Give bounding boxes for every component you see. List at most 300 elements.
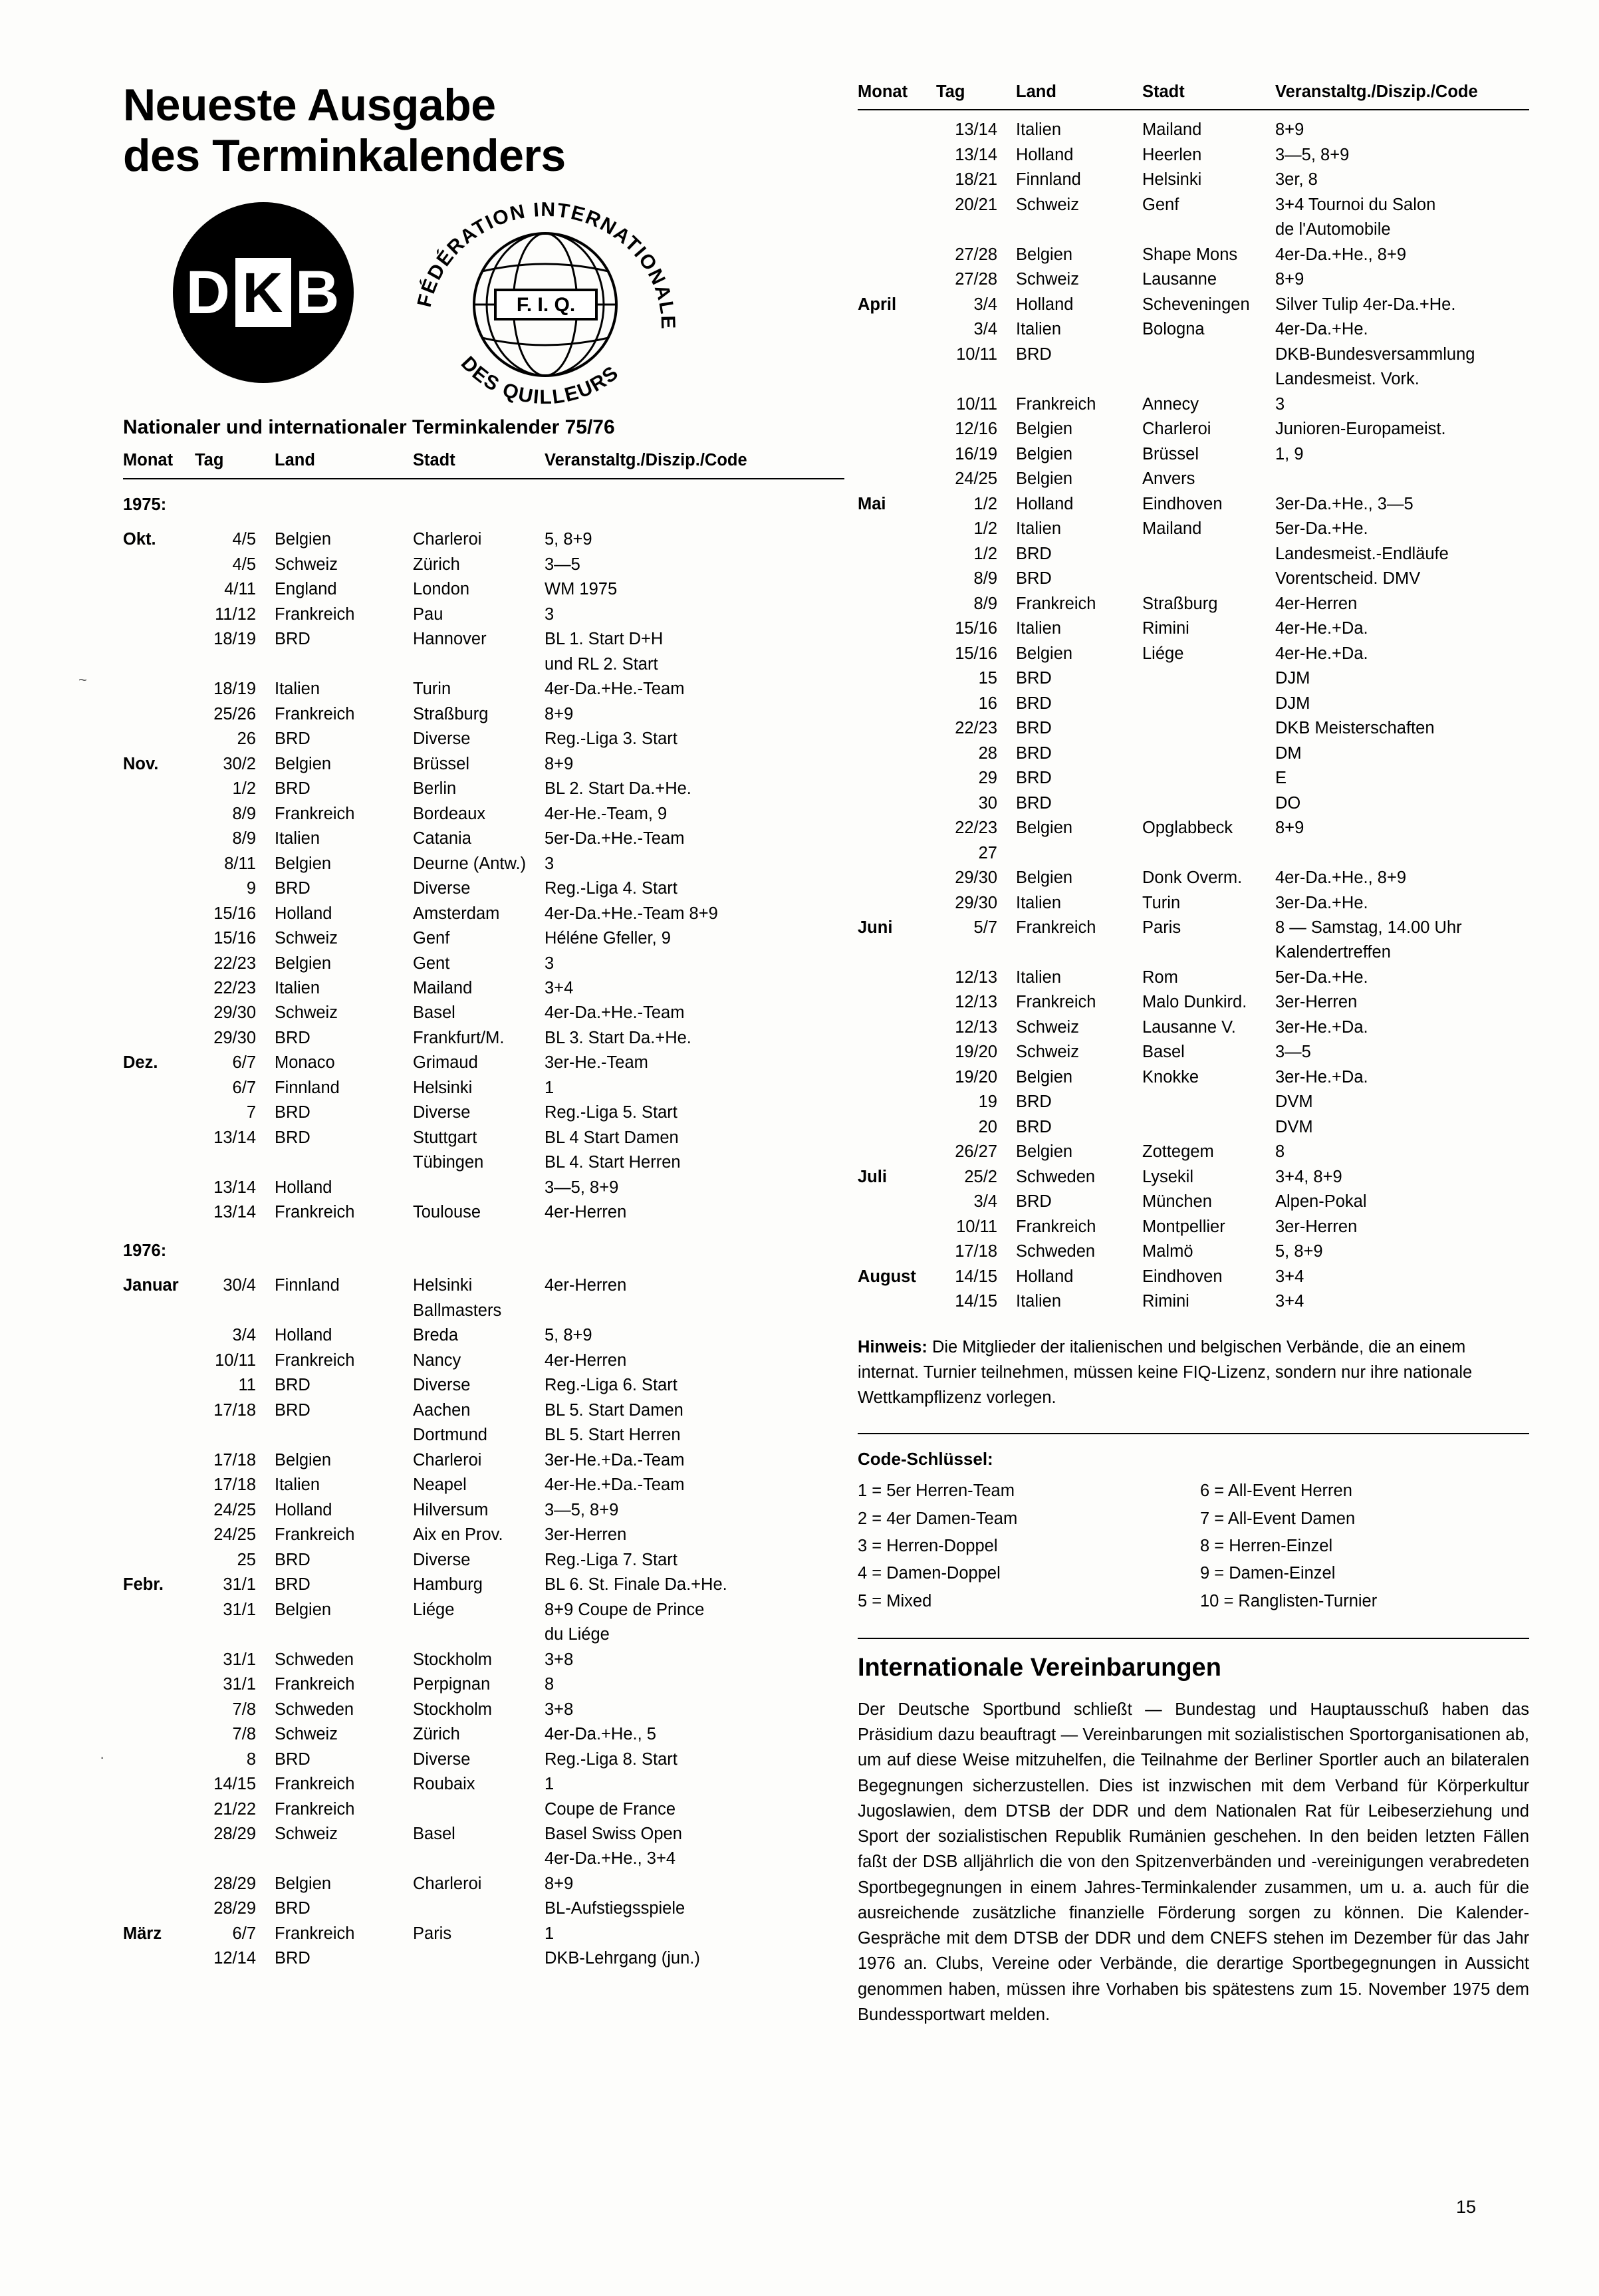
cell-code: 3er-He.+Da. bbox=[1275, 1067, 1368, 1086]
cell-tag: 1/2 bbox=[973, 544, 997, 563]
cell-monat bbox=[123, 1299, 195, 1323]
cell-monat bbox=[123, 1100, 195, 1125]
table-row bbox=[858, 1239, 1529, 1264]
cell-code: 3er-He.-Team bbox=[545, 1053, 648, 1073]
cell-stadt: Dortmund bbox=[413, 1426, 487, 1445]
table-row bbox=[123, 1448, 844, 1473]
cell-land: Frankreich bbox=[275, 1799, 355, 1819]
cell-code: 3—5, 8+9 bbox=[545, 1500, 619, 1519]
cell-monat bbox=[858, 1115, 936, 1140]
cell-code: 3+4 bbox=[1275, 1292, 1304, 1311]
cell-code: 4er-Da.+He.-Team bbox=[545, 1003, 685, 1023]
table-row bbox=[858, 990, 1529, 1015]
cell-monat: August bbox=[858, 1267, 916, 1286]
cell-land: Finnland bbox=[275, 1276, 340, 1295]
cell-monat bbox=[858, 791, 936, 816]
year-label-row bbox=[123, 479, 844, 520]
cell-code: Héléne Gfeller, 9 bbox=[545, 929, 671, 948]
cell-stadt: Annecy bbox=[1142, 394, 1199, 414]
cell-stadt: London bbox=[413, 580, 470, 599]
cell-land: Frankreich bbox=[275, 1525, 355, 1545]
cell-code: 4er-Da.+He.-Team bbox=[545, 680, 685, 699]
cell-monat bbox=[858, 542, 936, 567]
table-row bbox=[858, 1140, 1529, 1164]
cell-monat bbox=[123, 1747, 195, 1772]
cell-tag: 18/19 bbox=[213, 630, 256, 649]
table-row bbox=[858, 1090, 1529, 1114]
cell-stadt: Hilversum bbox=[413, 1500, 489, 1519]
cell-stadt: Hamburg bbox=[413, 1575, 483, 1594]
cell-tag: 13/14 bbox=[213, 1178, 256, 1197]
cell-tag: 17/18 bbox=[955, 1242, 997, 1261]
cell-tag: 18/21 bbox=[955, 170, 997, 190]
cell-tag: 8/9 bbox=[973, 594, 997, 613]
table-row bbox=[858, 1115, 1529, 1140]
cell-stadt: Rimini bbox=[1142, 1292, 1189, 1311]
cell-stadt: Helsinki bbox=[1142, 170, 1202, 190]
cell-land: BRD bbox=[1016, 669, 1052, 688]
divider bbox=[858, 1433, 1529, 1434]
table-row bbox=[123, 1001, 844, 1025]
cell-code: 3 bbox=[545, 954, 554, 973]
cell-stadt: Malmö bbox=[1142, 1242, 1193, 1261]
table-header-row bbox=[858, 80, 1529, 110]
cell-stadt: Mailand bbox=[1142, 519, 1202, 539]
cell-stadt: Montpellier bbox=[1142, 1217, 1225, 1236]
cell-monat bbox=[858, 1190, 936, 1214]
cell-land: Belgien bbox=[1016, 644, 1073, 663]
table-row bbox=[123, 553, 844, 577]
cell-land: Holland bbox=[1016, 295, 1074, 314]
cell-stadt: Paris bbox=[413, 1924, 452, 1943]
cell-stadt: Hannover bbox=[413, 630, 487, 649]
cell-tag: 7/8 bbox=[232, 1725, 256, 1744]
cell-monat: Nov. bbox=[123, 754, 159, 773]
cell-land: Italien bbox=[1016, 120, 1062, 140]
table-row bbox=[123, 1698, 844, 1722]
cell-stadt bbox=[413, 1847, 545, 1871]
cell-land: BRD bbox=[275, 729, 310, 749]
cell-monat bbox=[123, 1200, 195, 1225]
cell-monat bbox=[123, 652, 195, 677]
cell-stadt bbox=[1142, 716, 1275, 741]
cell-land bbox=[1016, 841, 1142, 866]
cell-monat bbox=[858, 816, 936, 840]
cell-code: 8+9 bbox=[545, 754, 574, 773]
cell-land: Italien bbox=[275, 680, 320, 699]
table-row bbox=[858, 791, 1529, 816]
cell-code: 3—5 bbox=[1275, 1043, 1311, 1062]
cell-land: Italien bbox=[275, 1475, 320, 1495]
hinweis-label: Hinweis: bbox=[858, 1337, 927, 1356]
cell-stadt: Aix en Prov. bbox=[413, 1525, 503, 1545]
cell-stadt: Paris bbox=[1142, 918, 1181, 937]
cell-monat bbox=[123, 702, 195, 727]
table-row bbox=[858, 841, 1529, 866]
cell-land: Belgien bbox=[1016, 1067, 1073, 1086]
cell-land: Italien bbox=[275, 829, 320, 848]
cell-land: BRD bbox=[275, 630, 310, 649]
cell-monat: Febr. bbox=[123, 1575, 164, 1594]
cell-monat bbox=[123, 1622, 195, 1647]
cell-land: Schweiz bbox=[275, 555, 338, 574]
cell-stadt: Rimini bbox=[1142, 619, 1189, 638]
cell-code: 8+9 bbox=[1275, 819, 1304, 838]
table-row bbox=[858, 616, 1529, 641]
cell-land bbox=[275, 1622, 413, 1647]
cell-monat bbox=[123, 1722, 195, 1747]
cell-monat bbox=[123, 577, 195, 602]
table-row bbox=[123, 1150, 844, 1175]
cell-stadt: Genf bbox=[1142, 195, 1179, 214]
cell-stadt: Grimaud bbox=[413, 1053, 478, 1073]
cell-land: Belgien bbox=[1016, 868, 1073, 888]
cell-monat bbox=[123, 677, 195, 702]
cell-code: 4er-Da.+He., 5 bbox=[545, 1725, 656, 1744]
table-row bbox=[123, 1473, 844, 1497]
cell-land bbox=[1016, 217, 1142, 242]
cell-code: Reg.-Liga 4. Start bbox=[545, 879, 677, 898]
cell-monat bbox=[858, 1239, 936, 1264]
cell-stadt: Turin bbox=[413, 680, 451, 699]
cell-land: BRD bbox=[275, 1899, 310, 1918]
table-row bbox=[858, 517, 1529, 541]
cell-land bbox=[275, 1423, 413, 1448]
table-row bbox=[123, 702, 844, 727]
cell-code: DJM bbox=[1275, 669, 1310, 688]
table-row bbox=[123, 1176, 844, 1200]
cell-monat bbox=[858, 716, 936, 741]
left-calendar-table bbox=[123, 448, 844, 1972]
cell-stadt: Brüssel bbox=[1142, 444, 1199, 463]
cell-tag: 12/13 bbox=[955, 993, 997, 1012]
code-key-item: 3 = Herren-Doppel bbox=[858, 1537, 998, 1556]
cell-code: 3er-He.+Da.-Team bbox=[545, 1450, 685, 1469]
table-row bbox=[858, 293, 1529, 317]
cell-land: Holland bbox=[275, 1178, 332, 1197]
cell-code: BL 6. St. Finale Da.+He. bbox=[545, 1575, 727, 1594]
table-row bbox=[123, 1573, 844, 1597]
cell-code: Kalendertreffen bbox=[1275, 943, 1391, 962]
table-row bbox=[858, 1040, 1529, 1065]
cell-code: 1 bbox=[545, 1078, 554, 1097]
cell-code: 4er-Da.+He. bbox=[1275, 320, 1368, 339]
cell-code: 5er-Da.+He. bbox=[1275, 967, 1368, 987]
cell-stadt bbox=[413, 1622, 545, 1647]
cell-stadt: Helsinki bbox=[413, 1078, 473, 1097]
table-row bbox=[123, 1946, 844, 1971]
cell-code: 4er-He.-Team, 9 bbox=[545, 804, 668, 823]
header-stadt: Stadt bbox=[1142, 80, 1275, 110]
cell-code: BL 3. Start Da.+He. bbox=[545, 1028, 691, 1047]
cell-land: Frankreich bbox=[1016, 993, 1096, 1012]
cell-land: BRD bbox=[275, 1103, 310, 1122]
cell-tag: 6/7 bbox=[232, 1078, 256, 1097]
table-row bbox=[858, 110, 1529, 142]
cell-stadt: Diverse bbox=[413, 1550, 471, 1569]
cell-tag: 13/14 bbox=[213, 1203, 256, 1222]
cell-land bbox=[1016, 367, 1142, 392]
margin-tick: ~ bbox=[78, 672, 87, 688]
cell-monat bbox=[858, 367, 936, 392]
table-row bbox=[858, 143, 1529, 168]
agreements-section bbox=[858, 1654, 1529, 2027]
cell-code: 4er-He.+Da. bbox=[1275, 619, 1368, 638]
cell-stadt bbox=[1142, 1090, 1275, 1114]
cell-monat bbox=[123, 1176, 195, 1200]
cell-monat bbox=[858, 217, 936, 242]
cell-stadt: Lysekil bbox=[1142, 1167, 1193, 1186]
cell-monat bbox=[858, 1015, 936, 1040]
cell-monat bbox=[858, 1090, 936, 1114]
cell-land: BRD bbox=[275, 779, 310, 799]
cell-tag: 8/9 bbox=[973, 569, 997, 588]
table-row bbox=[858, 965, 1529, 990]
cell-tag: 30 bbox=[978, 793, 997, 813]
cell-land: BRD bbox=[1016, 544, 1052, 563]
cell-tag: 17/18 bbox=[213, 1400, 256, 1420]
table-row bbox=[123, 727, 844, 751]
cell-code: 8+9 bbox=[545, 704, 574, 723]
fiq-logo-graphic bbox=[402, 193, 681, 412]
table-row bbox=[858, 567, 1529, 591]
table-row bbox=[858, 542, 1529, 567]
cell-monat bbox=[123, 1473, 195, 1497]
cell-monat bbox=[123, 1946, 195, 1971]
cell-code: 8 bbox=[545, 1675, 554, 1694]
table-row bbox=[858, 592, 1529, 616]
cell-tag: 25/2 bbox=[964, 1167, 997, 1186]
cell-tag: 31/1 bbox=[223, 1575, 256, 1594]
cell-land: Schweiz bbox=[1016, 195, 1079, 214]
cell-code: 1 bbox=[545, 1775, 554, 1794]
cell-tag: 4/11 bbox=[224, 580, 256, 599]
cell-monat bbox=[123, 627, 195, 652]
cell-land: Belgien bbox=[1016, 444, 1073, 463]
cell-code: 3 bbox=[545, 854, 554, 873]
cell-monat bbox=[123, 1523, 195, 1547]
cell-land: BRD bbox=[1016, 769, 1052, 788]
cell-monat bbox=[858, 592, 936, 616]
cell-monat bbox=[858, 342, 936, 367]
cell-tag bbox=[195, 1847, 275, 1871]
table-row bbox=[858, 916, 1529, 940]
cell-stadt: Lausanne V. bbox=[1142, 1017, 1236, 1037]
cell-code: 8 — Samstag, 14.00 Uhr bbox=[1275, 918, 1462, 937]
code-key-item: 7 = All-Event Damen bbox=[1200, 1509, 1356, 1528]
dkb-letter-d: D bbox=[185, 259, 231, 327]
cell-stadt: Mailand bbox=[1142, 120, 1202, 140]
table-row bbox=[858, 367, 1529, 392]
cell-code: BL-Aufstiegsspiele bbox=[545, 1899, 685, 1918]
cell-stadt: Liége bbox=[413, 1600, 455, 1619]
cell-tag: 24/25 bbox=[213, 1500, 256, 1519]
cell-stadt: Charleroi bbox=[413, 1874, 482, 1893]
table-row bbox=[858, 1190, 1529, 1214]
table-row bbox=[123, 602, 844, 627]
cell-stadt: Opglabbeck bbox=[1142, 819, 1233, 838]
table-row bbox=[123, 1622, 844, 1647]
cell-land: Schweden bbox=[275, 1650, 354, 1669]
cell-tag: 8/9 bbox=[232, 804, 256, 823]
table-row bbox=[858, 766, 1529, 791]
table-row bbox=[123, 1126, 844, 1150]
cell-land: BRD bbox=[275, 879, 310, 898]
cell-land: BRD bbox=[1016, 743, 1052, 763]
cell-tag: 13/14 bbox=[213, 1128, 256, 1147]
page-title-line-1: Neueste Ausgabe bbox=[123, 80, 496, 130]
cell-land: Frankreich bbox=[1016, 918, 1096, 937]
cell-tag: 20 bbox=[978, 1117, 997, 1136]
code-key-block bbox=[858, 1449, 1529, 1614]
cell-stadt: Pau bbox=[413, 604, 443, 624]
cell-monat bbox=[123, 1076, 195, 1100]
cell-monat bbox=[123, 1548, 195, 1573]
cell-tag: 11 bbox=[238, 1376, 256, 1395]
table-row bbox=[123, 1648, 844, 1672]
code-key-item: 10 = Ranglisten-Turnier bbox=[1200, 1591, 1378, 1610]
cell-land: Belgien bbox=[275, 854, 332, 873]
cell-monat bbox=[123, 1847, 195, 1871]
cell-land: Belgien bbox=[275, 1450, 332, 1469]
cell-land bbox=[275, 1299, 413, 1323]
cell-monat bbox=[123, 1772, 195, 1797]
cell-code: 3er-Da.+He., 3—5 bbox=[1275, 494, 1414, 513]
cell-monat bbox=[858, 442, 936, 467]
cell-monat bbox=[858, 143, 936, 168]
cell-code: 8+9 Coupe de Prince bbox=[545, 1600, 705, 1619]
cell-tag: 19/20 bbox=[955, 1043, 997, 1062]
cell-land: Monaco bbox=[275, 1053, 335, 1073]
cell-stadt: Charleroi bbox=[413, 530, 482, 549]
cell-stadt: Amsterdam bbox=[413, 904, 500, 923]
table-row bbox=[123, 1498, 844, 1523]
cell-land: Frankreich bbox=[275, 704, 355, 723]
cell-land: Belgien bbox=[1016, 1142, 1073, 1162]
cell-land: BRD bbox=[1016, 1192, 1052, 1212]
cell-stadt bbox=[1142, 791, 1275, 816]
margin-tick: · bbox=[100, 1749, 105, 1765]
table-row bbox=[858, 168, 1529, 192]
cell-tag: 27/28 bbox=[955, 270, 997, 289]
cell-land: Belgien bbox=[1016, 469, 1073, 489]
year-label-row bbox=[123, 1225, 844, 1266]
code-key-right-column bbox=[1200, 1477, 1529, 1614]
cell-stadt: Zürich bbox=[413, 1725, 460, 1744]
cell-land: Schweden bbox=[1016, 1167, 1096, 1186]
cell-tag: 27/28 bbox=[955, 245, 997, 264]
table-row bbox=[858, 692, 1529, 716]
cell-tag: 3/4 bbox=[973, 320, 997, 339]
cell-stadt: Stockholm bbox=[413, 1700, 493, 1719]
table-row bbox=[123, 1847, 844, 1871]
cell-land: Belgien bbox=[1016, 420, 1073, 439]
cell-code: 4er-Herren bbox=[545, 1350, 627, 1370]
page-title-line-2: des Terminkalenders bbox=[123, 130, 566, 182]
cell-monat bbox=[858, 965, 936, 990]
cell-land bbox=[275, 1150, 413, 1175]
cell-land: BRD bbox=[1016, 719, 1052, 738]
cell-code bbox=[545, 1299, 844, 1323]
cell-tag: 22/23 bbox=[955, 719, 997, 738]
cell-tag: 22/23 bbox=[213, 954, 256, 973]
table-row bbox=[123, 952, 844, 976]
table-row bbox=[858, 217, 1529, 242]
cell-code: 3er-Herren bbox=[545, 1525, 627, 1545]
cell-code: Reg.-Liga 7. Start bbox=[545, 1550, 677, 1569]
cell-monat bbox=[123, 727, 195, 751]
cell-code: 3+4, 8+9 bbox=[1275, 1167, 1342, 1186]
cell-stadt: Frankfurt/M. bbox=[413, 1028, 505, 1047]
table-row bbox=[123, 1872, 844, 1896]
fiq-center-text: F. I. Q. bbox=[516, 294, 576, 317]
cell-tag: 6/7 bbox=[232, 1924, 256, 1943]
table-row bbox=[858, 716, 1529, 741]
cell-stadt: Basel bbox=[413, 1824, 455, 1843]
cell-tag: 28/29 bbox=[213, 1824, 256, 1843]
cell-stadt bbox=[1142, 741, 1275, 766]
cell-code: DM bbox=[1275, 743, 1302, 763]
cell-code: 8+9 bbox=[1275, 270, 1304, 289]
code-key-item: 8 = Herren-Einzel bbox=[1200, 1537, 1333, 1556]
cell-tag: 31/1 bbox=[223, 1650, 256, 1669]
cell-code: du Liége bbox=[545, 1625, 610, 1644]
cell-land: Frankreich bbox=[275, 804, 355, 823]
cell-land: Schweiz bbox=[275, 1003, 338, 1023]
table-row bbox=[123, 1348, 844, 1373]
cell-monat bbox=[123, 602, 195, 627]
cell-code: 4er-Herren bbox=[1275, 594, 1358, 613]
cell-land: Schweiz bbox=[275, 1725, 338, 1744]
cell-tag bbox=[195, 1622, 275, 1647]
cell-monat bbox=[858, 1065, 936, 1090]
fiq-arc-top-text: FÉDÉRATION INTERNATIONALE bbox=[413, 199, 679, 331]
cell-monat: Juni bbox=[858, 918, 893, 937]
cell-code: Alpen-Pokal bbox=[1275, 1192, 1367, 1212]
cell-stadt bbox=[1142, 542, 1275, 567]
cell-tag bbox=[195, 652, 275, 677]
cell-tag: 16/19 bbox=[955, 444, 997, 463]
cell-code: de l'Automobile bbox=[1275, 220, 1391, 239]
cell-stadt: Zottegem bbox=[1142, 1142, 1214, 1162]
cell-tag: 14/15 bbox=[213, 1775, 256, 1794]
cell-tag: 8/11 bbox=[224, 854, 256, 873]
table-row bbox=[858, 417, 1529, 442]
page-number: 15 bbox=[1455, 2197, 1476, 2217]
table-row bbox=[858, 1015, 1529, 1040]
table-row bbox=[858, 392, 1529, 417]
cell-code: BL 5. Start Herren bbox=[545, 1426, 681, 1445]
cell-code: 5, 8+9 bbox=[545, 1326, 592, 1345]
cell-monat bbox=[123, 876, 195, 901]
table-row bbox=[123, 802, 844, 827]
cell-stadt: Stuttgart bbox=[413, 1128, 477, 1147]
table-row bbox=[858, 1289, 1529, 1314]
cell-land: BRD bbox=[275, 1949, 310, 1968]
cell-tag: 25/26 bbox=[213, 704, 256, 723]
calendar-subtitle: Nationaler und internationaler Terminkalender 75/76 bbox=[123, 416, 615, 439]
cell-tag: 19/20 bbox=[955, 1067, 997, 1086]
cell-code: 4er-Da.+He., 8+9 bbox=[1275, 868, 1407, 888]
cell-land: Italien bbox=[1016, 619, 1062, 638]
cell-tag: 9 bbox=[246, 879, 256, 898]
cell-land: Frankreich bbox=[275, 1675, 355, 1694]
cell-stadt: Toulouse bbox=[413, 1203, 481, 1222]
table-row bbox=[123, 1323, 844, 1348]
fiq-arc-bottom-text: DES QUILLEURS bbox=[456, 352, 624, 409]
cell-tag: 1/2 bbox=[232, 779, 256, 799]
table-row bbox=[123, 1722, 844, 1747]
